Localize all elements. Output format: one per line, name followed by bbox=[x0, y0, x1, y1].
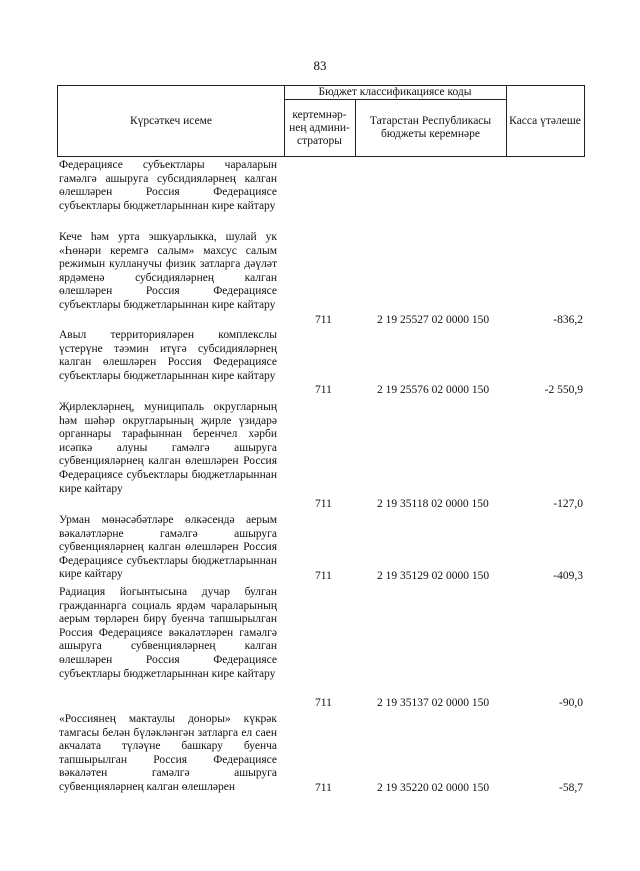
row-indicator-name: Урман мөнәсәбәтләре өлкәсендә аерым вәкаләтләрне гамәлгә ашыруга субвенцияләрнең калган өлешләрен Россия Федерациясе субъектлары бюджетларыннан кире кайтару bbox=[59, 514, 277, 581]
table-row bbox=[57, 401, 585, 511]
table-header bbox=[57, 85, 585, 157]
row-admin-code: 711 bbox=[315, 498, 332, 510]
header-revenue-administrators: кертемнәр-нең админи-страторы bbox=[284, 100, 356, 156]
row-indicator-name: Радиация йогынтысына дучар булган гражданнарга социаль ярдәм чараларының аерым төрләрен бирү буенча тапшырылган Россия Федерациясе вәкаләтләрен гамәлгә ашыруга субвенцияләрнең калган өлешләрен Россия Федерациясе субъектлары бюджетларыннан кире кайтару bbox=[59, 586, 277, 680]
row-budget-code: 2 19 35118 02 0000 150 bbox=[377, 498, 489, 510]
table-row bbox=[57, 231, 585, 327]
row-budget-code: 2 19 35129 02 0000 150 bbox=[377, 570, 490, 582]
row-admin-code: 711 bbox=[315, 384, 332, 396]
header-budget-classification: Бюджет классификациясе коды bbox=[284, 86, 507, 100]
row-indicator-name: «Россиянең мактаулы доноры» күкрәк тамгасы белән бүләкләнгән затларга ел саен акчалата түләүне башкару буенча тапшырылган Россия Федерациясе вәкаләтен гамәлгә ашыруга субвенцияләрнең калган өлешләрен bbox=[59, 713, 277, 793]
row-amount: -409,3 bbox=[553, 570, 583, 582]
row-indicator-name: Җирлекләрнең, муниципаль округларның һәм шәһәр округларының җирле үзидарә органнары тарафыннан беренчел хәрби исәпкә алуны гамәлгә ашыруга субвенцияләрнең калган өлешләрен Россия Федерациясе субъектлары бюджетларыннан кире кайтару bbox=[59, 401, 277, 495]
row-amount: -58,7 bbox=[559, 782, 583, 794]
row-budget-code: 2 19 35220 02 0000 150 bbox=[377, 782, 490, 794]
row-budget-code: 2 19 35137 02 0000 150 bbox=[377, 697, 490, 709]
row-indicator-name: Федерациясе субъектлары чараларын гамәлгә ашыруга субсидияләрнең калган өлешләрен Россия Федерациясе субъектлары бюджетларыннан кире кайтару bbox=[59, 159, 277, 212]
row-amount: -90,0 bbox=[559, 697, 583, 709]
header-cash-execution: Касса үтәлеше bbox=[509, 114, 581, 127]
table-row bbox=[57, 586, 585, 710]
table-row bbox=[57, 159, 585, 227]
row-indicator-name: Авыл территорияләрен комплекслы үстерүне тәэмин итүгә субсидияләрнең калган өлешләрен Россия Федерациясе субъектлары бюджетларыннан кире кайтару bbox=[59, 329, 277, 382]
row-admin-code: 711 bbox=[315, 314, 332, 326]
row-indicator-name: Кече һәм урта эшкуарлыкка, шулай ук «Һөнәри керемгә салым» махсус салым режимын кулланучы физик затларга дәүләт ярдәменә субсидияләрнең калган өлешләрен Россия Федерациясе субъектлары бюджетларыннан кире кайтару bbox=[59, 231, 277, 311]
table-row bbox=[57, 713, 585, 795]
row-admin-code: 711 bbox=[315, 570, 332, 582]
header-tatarstan-revenues: Татарстан Республикасы бюджеты керемнәре bbox=[355, 100, 507, 156]
row-admin-code: 711 bbox=[315, 782, 332, 794]
row-amount: -127,0 bbox=[553, 498, 583, 510]
row-admin-code: 711 bbox=[315, 697, 332, 709]
header-indicator-name: Күрсәткеч исеме bbox=[58, 86, 285, 156]
row-amount: -836,2 bbox=[553, 314, 583, 326]
table-row bbox=[57, 329, 585, 397]
row-budget-code: 2 19 25576 02 0000 150 bbox=[377, 384, 490, 396]
page-number: 83 bbox=[313, 58, 327, 73]
row-budget-code: 2 19 25527 02 0000 150 bbox=[377, 314, 490, 326]
table-row bbox=[57, 514, 585, 583]
row-amount: -2 550,9 bbox=[544, 384, 583, 396]
